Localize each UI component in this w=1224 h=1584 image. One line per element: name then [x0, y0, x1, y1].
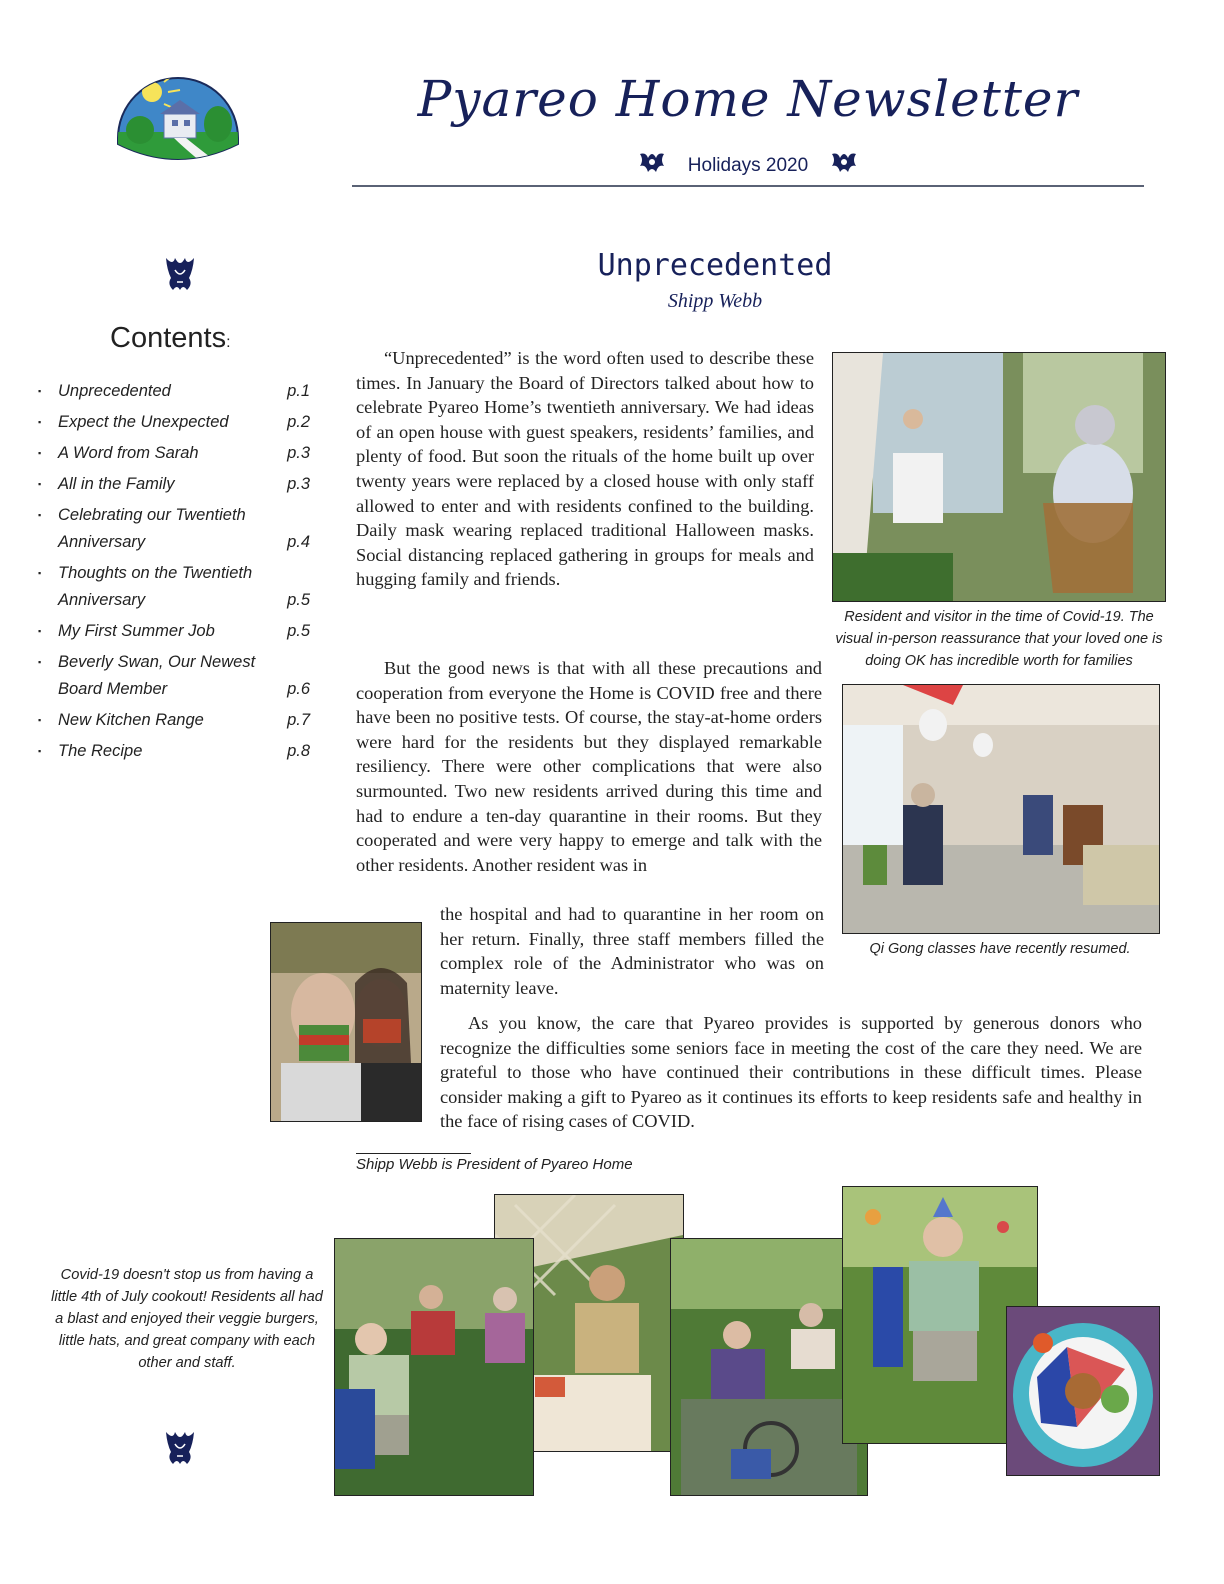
- article-paragraph: But the good news is that with all these precautions and cooperation from everyone the Home is COVID free and there have been no positive tests. Of course, the stay-at-home orders were hard for the residents but they displayed remarkable resiliency. There were other complications that were also surmounted. Two new residents arrived during this time and had to endure a ten-day quarantine in their rooms. But they cooperated and were very happy to emerge and talk with the other residents. Another resident was in: [356, 658, 822, 875]
- toc-item-title: My First Summer Job: [58, 622, 215, 640]
- toc-item: [36, 440, 316, 467]
- toc-item-page: p.2: [287, 413, 310, 431]
- toc-item-title: The Recipe: [58, 742, 143, 760]
- toc-item: [36, 378, 316, 405]
- toc-item: [36, 409, 316, 436]
- article-byline: Shipp Webb: [667, 290, 763, 312]
- toc-item-title: Celebrating our Twentieth Anniversary: [58, 506, 246, 551]
- toc-item-title: Beverly Swan, Our Newest Board Member: [58, 653, 256, 698]
- photo-masked-residents: [270, 922, 422, 1122]
- toc-item-page: p.6: [287, 680, 310, 698]
- photo-caption: Qi Gong classes have recently resumed.: [869, 941, 1131, 957]
- toc-item-page: p.4: [287, 533, 310, 551]
- toc-item-page: p.8: [287, 742, 310, 760]
- photo-qigong-class: [842, 684, 1160, 934]
- toc-item-title: Unprecedented: [58, 382, 171, 400]
- ornament-icon: [163, 256, 197, 292]
- toc-item-page: p.5: [287, 591, 310, 609]
- photo-caption: Resident and visitor in the time of Covid-19. The visual in-person reassurance that your loved one is doing OK has incredible worth for families: [835, 609, 1163, 669]
- ornament-icon: [830, 150, 858, 182]
- photo-cookout-residents-waving: [334, 1238, 534, 1496]
- toc-item-title: Thoughts on the Twentieth Anniversary: [58, 564, 253, 609]
- toc-item-page: p.3: [287, 444, 310, 462]
- toc-item-title: Expect the Unexpected: [58, 413, 229, 431]
- toc-item: [36, 471, 316, 498]
- toc-item: [36, 649, 316, 703]
- toc-item-title: A Word from Sarah: [58, 444, 199, 462]
- newsletter-title: Pyareo Home Newsletter: [417, 70, 1079, 128]
- toc-item: [36, 738, 316, 765]
- cookout-caption: Covid-19 doesn't stop us from having a little 4th of July cookout! Residents all had a blast and enjoyed their veggie burgers, little hats, and great company with each other and staff.: [51, 1267, 323, 1371]
- toc-item-page: p.7: [287, 711, 310, 729]
- photo-resident-visitor: [832, 352, 1166, 602]
- article-paragraph: the hospital and had to quarantine in her room on her return. Finally, three staff members filled the complex role of the Administrator who was on maternity leave.: [440, 904, 824, 998]
- footnote-divider: [356, 1153, 471, 1154]
- contents-heading: Contents:: [110, 322, 231, 354]
- issue-label: Holidays 2020: [687, 155, 809, 177]
- toc-item-title: All in the Family: [58, 475, 175, 493]
- toc-item-page: p.5: [287, 622, 310, 640]
- table-of-contents: [36, 378, 316, 769]
- photo-cookout-plate: [1006, 1306, 1160, 1476]
- toc-item: [36, 707, 316, 734]
- photo-cookout-group: [670, 1238, 868, 1496]
- toc-item: [36, 502, 316, 556]
- issue-line: [352, 150, 1144, 182]
- article-title: Unprecedented: [597, 248, 833, 283]
- toc-item: [36, 618, 316, 645]
- toc-item-page: p.1: [287, 382, 310, 400]
- header-divider: [352, 185, 1144, 187]
- toc-item-page: p.3: [287, 475, 310, 493]
- author-footnote: Shipp Webb is President of Pyareo Home: [356, 1156, 633, 1173]
- toc-item-title: New Kitchen Range: [58, 711, 204, 729]
- toc-item: [36, 560, 316, 614]
- ornament-icon: [638, 150, 666, 182]
- article-paragraph: “Unprecedented” is the word often used to describe these times. In January the Board of Directors talked about how to celebrate Pyareo Home’s twentieth anniversary. We had ideas of an open house with guest speakers, residents’ families, and plenty of food. But soon the rituals of the home built up over twenty years were replaced by a closed house with only staff allowed to enter and with residents confined to the building. Daily mask wearing replaced traditional Halloween masks. Social distancing replaced gathering in groups for meals and hugging family and friends.: [356, 348, 814, 590]
- pyareo-logo: [114, 74, 242, 168]
- article-paragraph: As you know, the care that Pyareo provides is supported by generous donors who recognize the difficulties some seniors face in meeting the cost of the care they need. We are grateful to those who have continued their contributions in these difficult times. Please consider making a gift to Pyareo as it continues its efforts to keep residents safe and healthy in the face of rising cases of COVID.: [440, 1013, 1142, 1132]
- ornament-icon: [163, 1430, 197, 1466]
